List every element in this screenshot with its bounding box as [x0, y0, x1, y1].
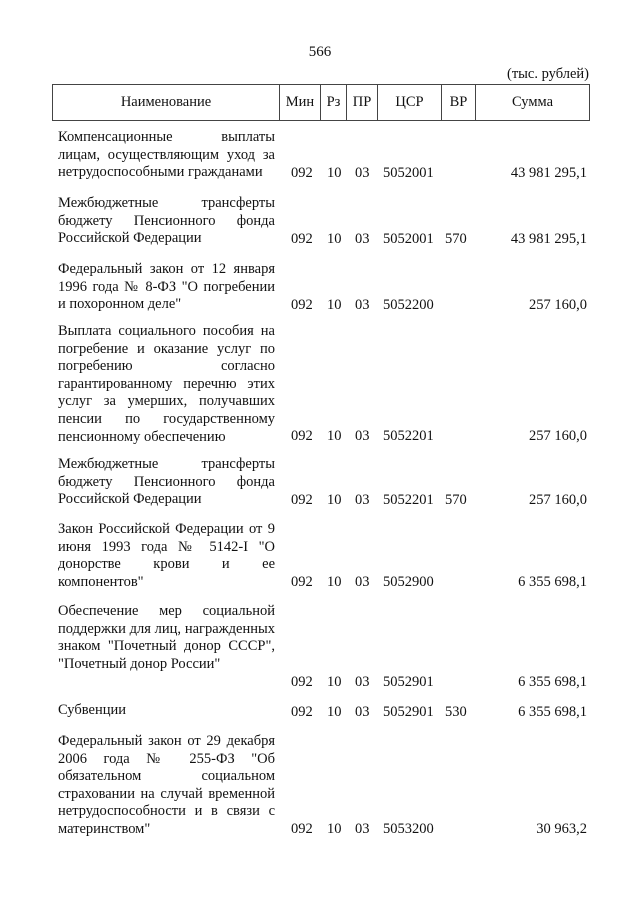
- row-pr: 03: [355, 492, 370, 509]
- header-sum: Сумма: [511, 94, 554, 110]
- table-row: [0, 323, 640, 446]
- row-min: 092: [291, 231, 313, 248]
- table-row: [0, 456, 640, 510]
- header-pr: ПР: [347, 85, 378, 120]
- row-name: Межбюджетные трансферты бюджету Пенсионного фонда Российской Федерации: [58, 456, 275, 508]
- row-pr: 03: [355, 231, 370, 248]
- row-name: Федеральный закон от 12 января 1996 года № 8-ФЗ "О погребении и похоронном деле": [58, 261, 275, 313]
- row-min: 092: [291, 574, 313, 591]
- row-min: 092: [291, 704, 313, 721]
- row-sum: 257 160,0: [529, 297, 587, 314]
- row-pr: 03: [355, 428, 370, 445]
- header-rz: Рз: [321, 85, 347, 120]
- table-row: [0, 702, 640, 722]
- row-rz: 10: [327, 428, 342, 445]
- table-row: [0, 521, 640, 592]
- row-rz: 10: [327, 492, 342, 509]
- row-name: Федеральный закон от 29 декабря 2006 года № 255-ФЗ "Об обязательном социальном страховании на случай временной нетрудоспособности и в связи с материнством": [58, 733, 275, 837]
- row-csr: 5052901: [383, 704, 434, 721]
- row-pr: 03: [355, 821, 370, 838]
- row-pr: 03: [355, 297, 370, 314]
- row-rz: 10: [327, 231, 342, 248]
- row-sum: 6 355 698,1: [518, 704, 587, 721]
- page-number: 566: [308, 44, 332, 60]
- row-sum: 257 160,0: [529, 492, 587, 509]
- row-rz: 10: [327, 821, 342, 838]
- row-rz: 10: [327, 574, 342, 591]
- row-csr: 5052900: [383, 574, 434, 591]
- row-vr: 570: [445, 231, 467, 248]
- header-name: Наименование: [53, 85, 280, 120]
- row-min: 092: [291, 165, 313, 182]
- row-vr: 530: [445, 704, 467, 721]
- row-sum: 257 160,0: [529, 428, 587, 445]
- table-row: [0, 733, 640, 839]
- table-row: [0, 195, 640, 249]
- row-pr: 03: [355, 165, 370, 182]
- row-name: Выплата социального пособия на погребение и оказание услуг по погребению согласно гарантированному перечню этих услуг за умерших, получавших пенсии по государственному пенсионному обеспечению: [58, 323, 275, 445]
- row-name: Обеспечение мер социальной поддержки для лиц, награжденных знаком "Почетный донор СССР", "Почетный донор России": [58, 603, 275, 672]
- row-sum: 6 355 698,1: [518, 574, 587, 591]
- row-csr: 5052001: [383, 165, 434, 182]
- row-rz: 10: [327, 297, 342, 314]
- row-rz: 10: [327, 704, 342, 721]
- row-sum: 43 981 295,1: [510, 231, 587, 248]
- row-name: Компенсационные выплаты лицам, осуществляющим уход за нетрудоспособными гражданами: [58, 129, 275, 181]
- row-rz: 10: [327, 165, 342, 182]
- row-csr: 5052901: [383, 674, 434, 691]
- row-min: 092: [291, 492, 313, 509]
- row-csr: 5053200: [383, 821, 434, 838]
- row-csr: 5052200: [383, 297, 434, 314]
- row-pr: 03: [355, 704, 370, 721]
- table-row: [0, 261, 640, 315]
- row-min: 092: [291, 674, 313, 691]
- header-vr: ВР: [442, 85, 476, 120]
- row-sum: 43 981 295,1: [510, 165, 587, 182]
- units-label: (тыс. рублей): [507, 66, 589, 82]
- row-name: Субвенции: [58, 702, 126, 718]
- table-row: [0, 129, 640, 183]
- row-csr: 5052201: [383, 492, 434, 509]
- row-vr: 570: [445, 492, 467, 509]
- table-row: [0, 603, 640, 692]
- row-csr: 5052001: [383, 231, 434, 248]
- row-csr: 5052201: [383, 428, 434, 445]
- row-rz: 10: [327, 674, 342, 691]
- table-header: [52, 84, 590, 121]
- row-sum: 6 355 698,1: [518, 674, 587, 691]
- row-name: Закон Российской Федерации от 9 июня 1993 года № 5142-I "О донорстве крови и ее компонентов": [58, 521, 275, 590]
- row-min: 092: [291, 297, 313, 314]
- header-csr: ЦСР: [378, 85, 442, 120]
- row-sum: 30 963,2: [536, 821, 587, 838]
- row-name: Межбюджетные трансферты бюджету Пенсионного фонда Российской Федерации: [58, 195, 275, 247]
- row-pr: 03: [355, 574, 370, 591]
- row-pr: 03: [355, 674, 370, 691]
- header-min: Мин: [280, 85, 321, 120]
- row-min: 092: [291, 821, 313, 838]
- row-min: 092: [291, 428, 313, 445]
